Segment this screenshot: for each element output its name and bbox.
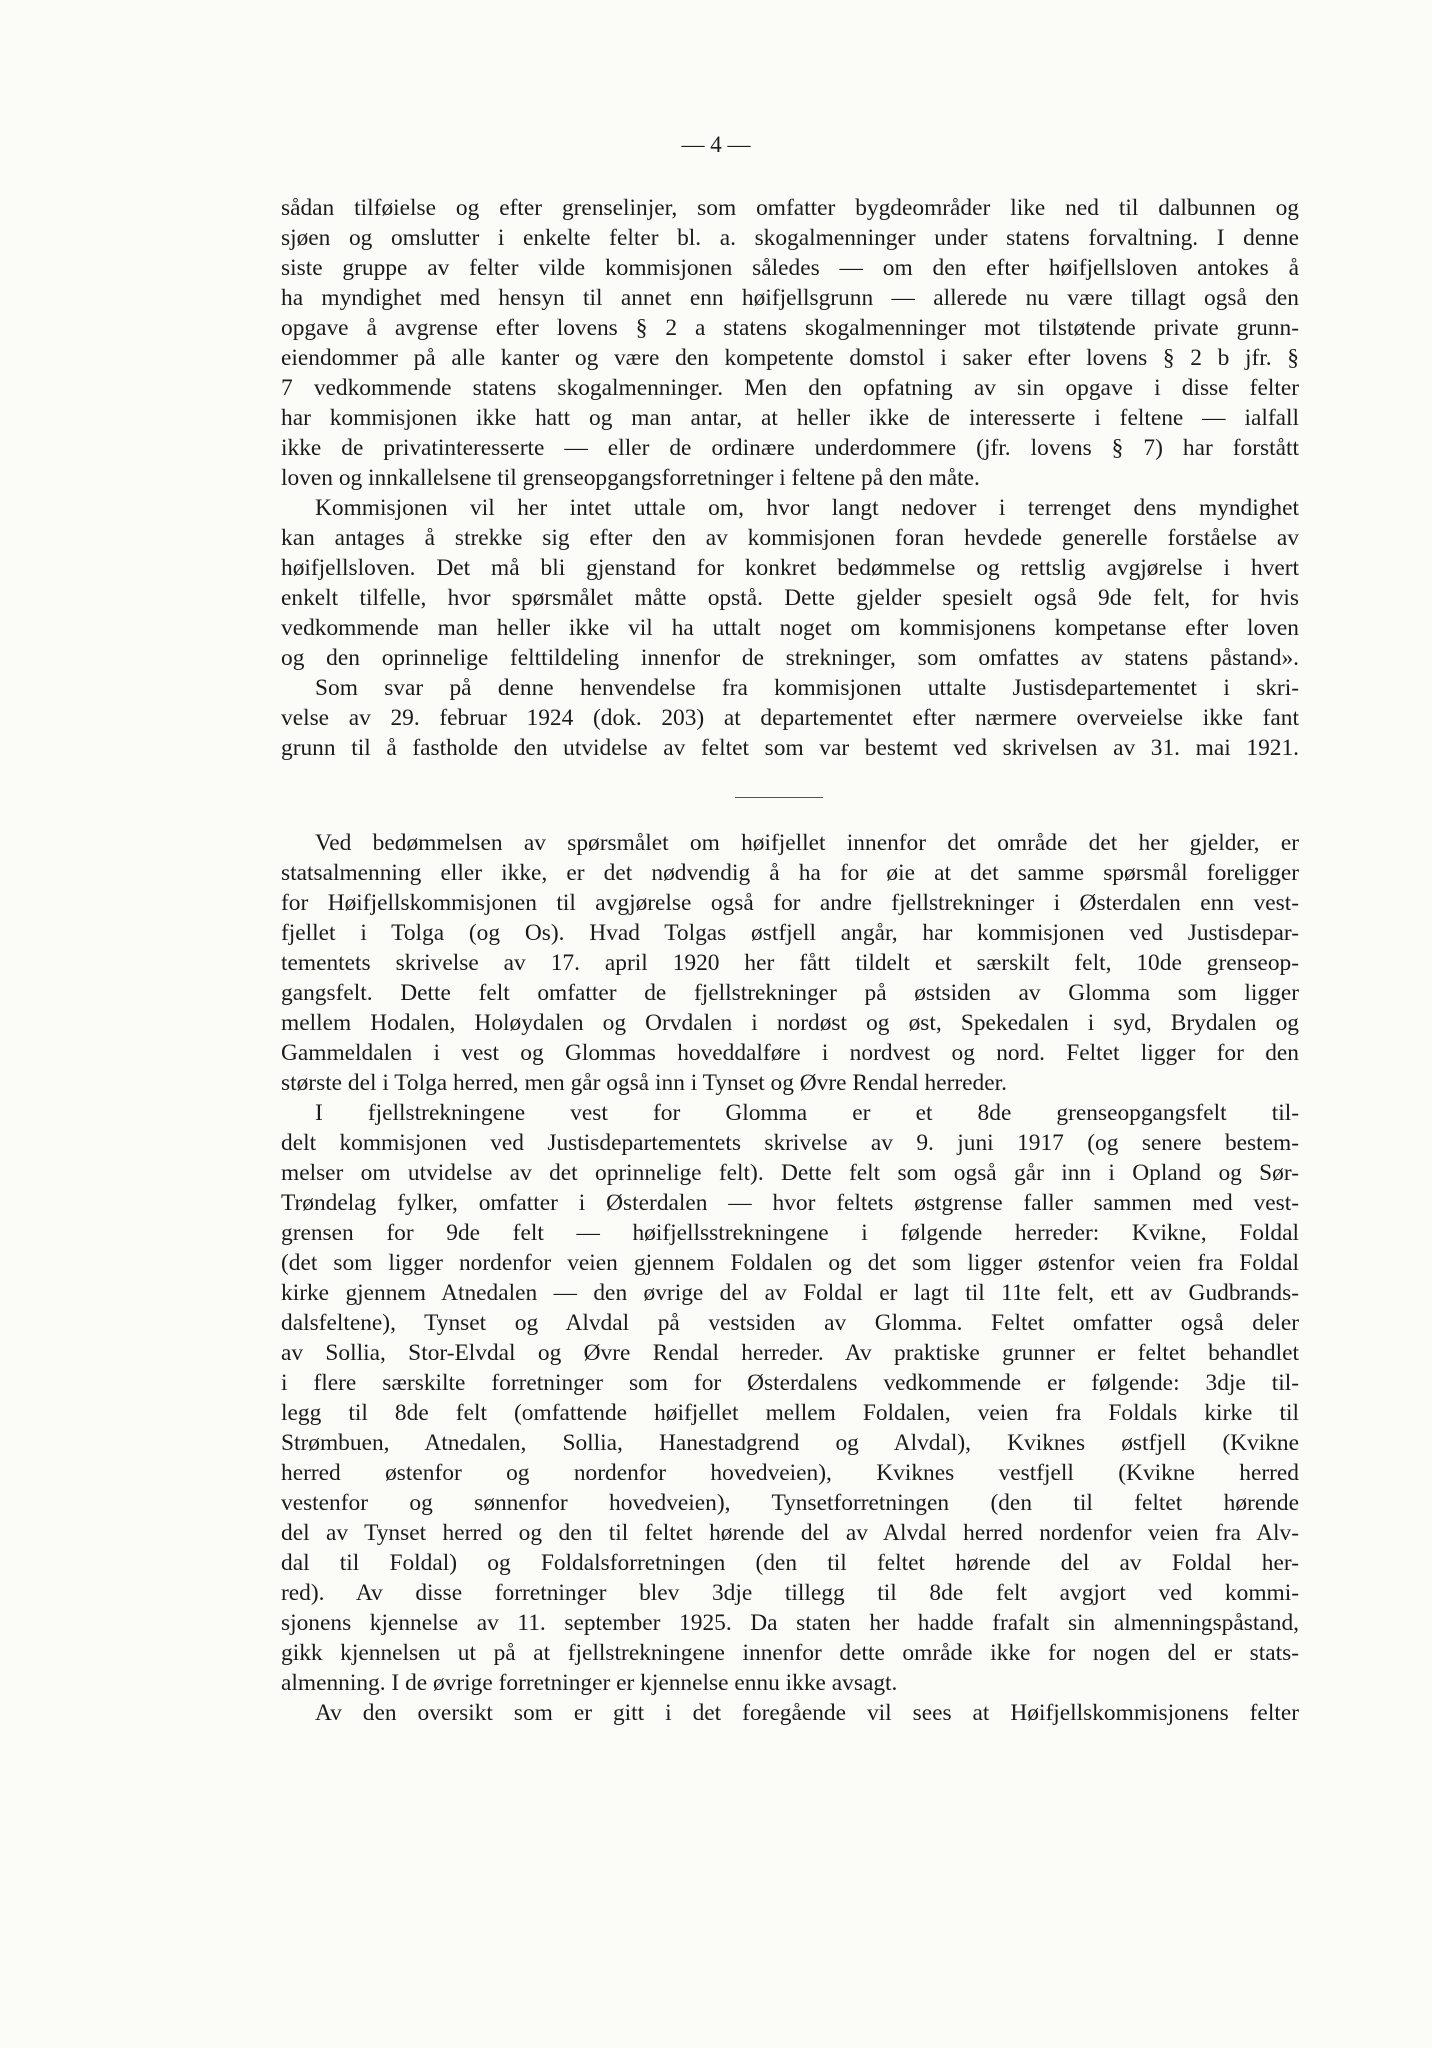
text-line: Som svar på denne henvendelse fra kommisjonen uttalte Justisdepartementet i skri- <box>315 675 1299 701</box>
text-line: Strømbuen, Atnedalen, Sollia, Hanestadgrend og Alvdal), Kviknes østfjell (Kvikne <box>281 1430 1299 1456</box>
text-line: største del i Tolga herred, men går også inn i Tynset og Øvre Rendal herreder. <box>281 1070 1007 1096</box>
text-line: dal til Foldal) og Foldalsforretningen (den til feltet hørende del av Foldal her- <box>281 1550 1299 1576</box>
text-line: høifjellsloven. Det må bli gjenstand for konkret bedømmelse og rettslig avgjørelse i hvert <box>281 555 1299 581</box>
text-line: vestenfor og sønnenfor hovedveien), Tynsetforretningen (den til feltet hørende <box>281 1490 1299 1516</box>
text-line: sådan tilføielse og efter grenselinjer, som omfatter bygdeområder like ned til dalbunnen og <box>281 195 1299 221</box>
text-section-1 <box>281 193 1299 763</box>
text-line: ikke de privatinteresserte — eller de ordinære underdommere (jfr. lovens § 7) har forstått <box>281 435 1299 461</box>
text-line: grensen for 9de felt — høifjellsstrekningene i følgende herreder: Kvikne, Foldal <box>281 1220 1299 1246</box>
text-line: statsalmenning eller ikke, er det nødvendig å ha for øie at det samme spørsmål foreligger <box>281 860 1299 886</box>
text-line: red). Av disse forretninger blev 3dje tillegg til 8de felt avgjort ved kommi- <box>281 1580 1299 1606</box>
text-line: Trøndelag fylker, omfatter i Østerdalen — hvor feltets østgrense faller sammen med vest- <box>281 1190 1299 1216</box>
text-line: ha myndighet med hensyn til annet enn høifjellsgrunn — allerede nu være tillagt også den <box>281 285 1299 311</box>
text-line: opgave å avgrense efter lovens § 2 a statens skogalmenninger mot tilstøtende private grunn- <box>281 315 1299 341</box>
page-number: — 4 — <box>681 132 751 157</box>
text-line: eiendommer på alle kanter og være den kompetente domstol i saker efter lovens § 2 b jfr. § <box>281 345 1299 371</box>
text-section-2 <box>281 828 1299 1728</box>
section-divider <box>735 797 823 798</box>
text-line: siste gruppe av felter vilde kommisjonen således — om den efter høifjellsloven antokes å <box>281 255 1299 281</box>
text-line: vedkommende man heller ikke vil ha uttalt noget om kommisjonens kompetanse efter loven <box>281 615 1299 641</box>
text-line: delt kommisjonen ved Justisdepartementets skrivelse av 9. juni 1917 (og senere bestem- <box>281 1130 1299 1156</box>
text-line: gikk kjennelsen ut på at fjellstrekningene innenfor dette område ikke for nogen del er stats- <box>281 1640 1299 1666</box>
text-line: 7 vedkommende statens skogalmenninger. Men den opfatning av sin opgave i disse felter <box>281 375 1299 401</box>
text-line: (det som ligger nordenfor veien gjennem Foldalen og det som ligger østenfor veien fra Foldal <box>281 1250 1299 1276</box>
text-line: almenning. I de øvrige forretninger er kjennelse ennu ikke avsagt. <box>281 1670 898 1696</box>
text-line: fjellet i Tolga (og Os). Hvad Tolgas østfjell angår, har kommisjonen ved Justisdepar- <box>281 920 1299 946</box>
text-line: velse av 29. februar 1924 (dok. 203) at departementet efter nærmere overveielse ikke fant <box>281 705 1299 731</box>
text-line: I fjellstrekningene vest for Glomma er et 8de grenseopgangsfelt til- <box>315 1100 1299 1126</box>
text-line: sjonens kjennelse av 11. september 1925. Da staten her hadde frafalt sin almenningspåstand, <box>281 1610 1299 1636</box>
text-line: gangsfelt. Dette felt omfatter de fjellstrekninger på østsiden av Glomma som ligger <box>281 980 1299 1006</box>
text-line: av Sollia, Stor-Elvdal og Øvre Rendal herreder. Av praktiske grunner er feltet behandlet <box>281 1340 1299 1366</box>
text-line: for Høifjellskommisjonen til avgjørelse også for andre fjellstrekninger i Østerdalen enn vest- <box>281 890 1299 916</box>
text-line: loven og innkallelsene til grenseopgangsforretninger i feltene på den måte. <box>281 465 980 491</box>
text-line: Kommisjonen vil her intet uttale om, hvor langt nedover i terrenget dens myndighet <box>315 495 1299 521</box>
text-line: legg til 8de felt (omfattende høifjellet mellem Foldalen, veien fra Foldals kirke til <box>281 1400 1299 1426</box>
text-line: tementets skrivelse av 17. april 1920 her fått tildelt et særskilt felt, 10de grenseop- <box>281 950 1299 976</box>
text-line: del av Tynset herred og den til feltet hørende del av Alvdal herred nordenfor veien fra Alv- <box>281 1520 1299 1546</box>
text-line: i flere særskilte forretninger som for Østerdalens vedkommende er følgende: 3dje til- <box>281 1370 1299 1396</box>
text-line: melser om utvidelse av det oprinnelige felt). Dette felt som også går inn i Opland og Sør- <box>281 1160 1299 1186</box>
text-line: herred østenfor og nordenfor hovedveien), Kviknes vestfjell (Kvikne herred <box>281 1460 1299 1486</box>
text-line: Av den oversikt som er gitt i det foregående vil sees at Høifjellskommisjonens felter <box>315 1700 1299 1726</box>
text-line: dalsfeltene), Tynset og Alvdal på vestsiden av Glomma. Feltet omfatter også deler <box>281 1310 1299 1336</box>
text-line: og den oprinnelige felttildeling innenfor de strekninger, som omfattes av statens påstand». <box>281 645 1299 671</box>
text-line: sjøen og omslutter i enkelte felter bl. a. skogalmenninger under statens forvaltning. I denne <box>281 225 1299 251</box>
text-line: mellem Hodalen, Holøydalen og Orvdalen i nordøst og øst, Spekedalen i syd, Brydalen og <box>281 1010 1299 1036</box>
text-line: enkelt tilfelle, hvor spørsmålet måtte opstå. Dette gjelder spesielt også 9de felt, for hvis <box>281 585 1299 611</box>
text-line: har kommisjonen ikke hatt og man antar, at heller ikke de interesserte i feltene — ialfall <box>281 405 1299 431</box>
text-line: kan antages å strekke sig efter den av kommisjonen foran hevdede generelle forståelse av <box>281 525 1299 551</box>
text-line: grunn til å fastholde den utvidelse av feltet som var bestemt ved skrivelsen av 31. mai 1921. <box>281 735 1299 761</box>
text-line: kirke gjennem Atnedalen — den øvrige del av Foldal er lagt til 11te felt, ett av Gudbrands- <box>281 1280 1299 1306</box>
text-line: Gammeldalen i vest og Glommas hoveddalføre i nordvest og nord. Feltet ligger for den <box>281 1040 1299 1066</box>
text-line: Ved bedømmelsen av spørsmålet om høifjellet innenfor det område det her gjelder, er <box>315 830 1299 856</box>
